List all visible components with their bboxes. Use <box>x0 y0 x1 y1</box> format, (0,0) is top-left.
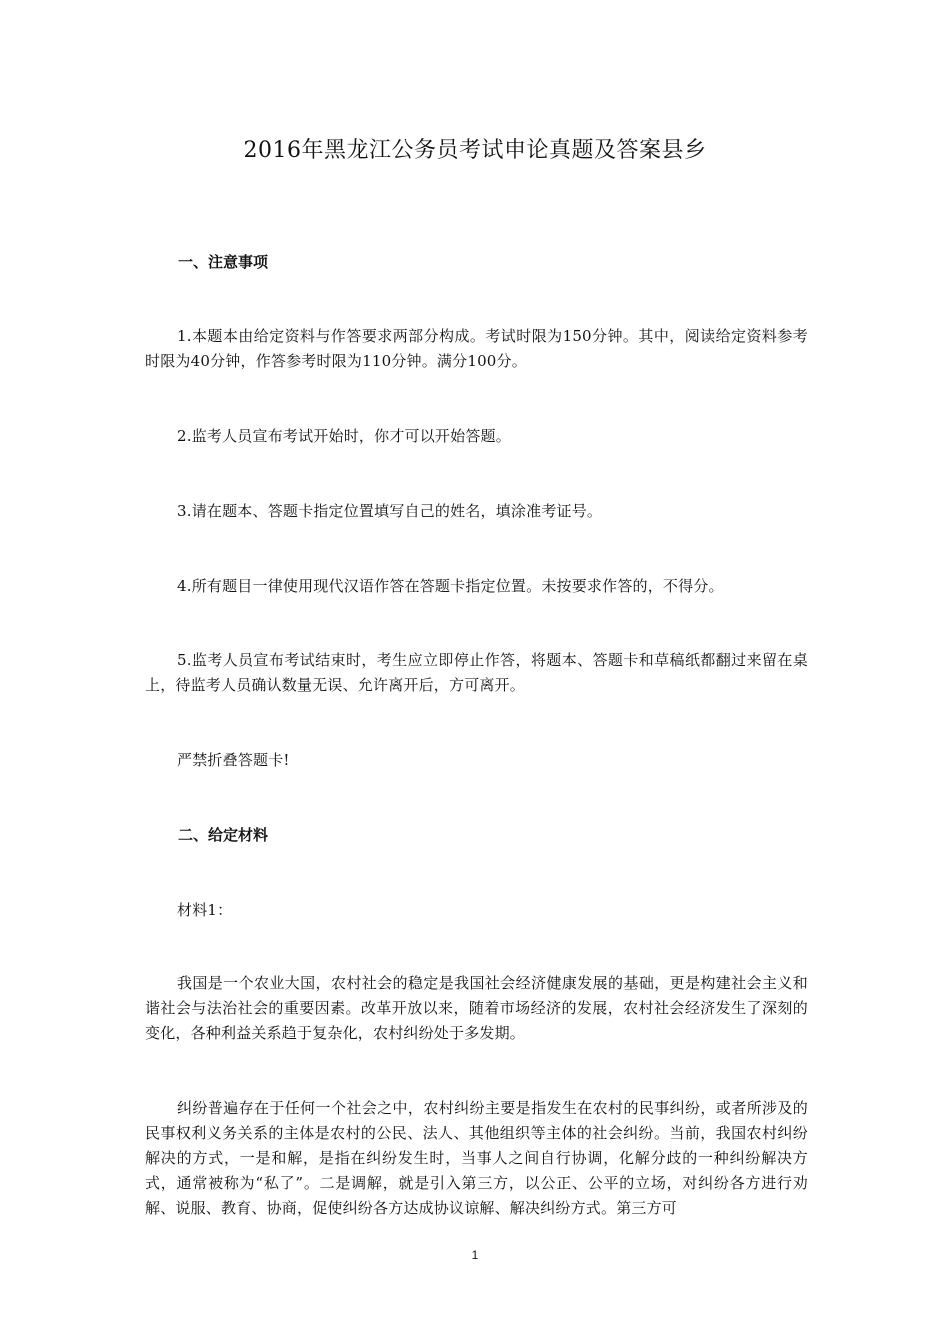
document-title: 2016年黑龙江公务员考试申论真题及答案县乡 <box>243 138 707 163</box>
note-item-5: 5.监考人员宣布考试结束时，考生应立即停止作答，将题本、答题卡和草稿纸都翻过来留在桌上，待监考人员确认数量无误、允许离开后，方可离开。 <box>145 651 808 694</box>
section-heading-materials: 二、给定材料 <box>178 826 269 844</box>
material-label: 材料1： <box>177 901 233 919</box>
material-paragraph-2: 纠纷普遍存在于任何一个社会之中，农村纠纷主要是指发生在农村的民事纠纷，或者所涉及的民事权利义务关系的主体是农村的公民、法人、其他组织等主体的社会纠纷。当前，我国农村纠纷解决的方式，一是和解，是指在纠纷发生时，当事人之间自行协调，化解分歧的一种纠纷解决方式，通常被称为“私了”。二是调解，就是引入第三方，以公正、公平的立场，对纠纷各方进行劝解、说服、教育、协商，促使纠纷各方达成协议谅解、解决纠纷方式。第三方可 <box>145 1099 808 1217</box>
note-item-3: 3.请在题本、答题卡指定位置填写自己的姓名，填涂准考证号。 <box>177 502 603 520</box>
page-number: 1 <box>471 1248 479 1262</box>
note-item-2: 2.监考人员宣布考试开始时，你才可以开始答题。 <box>177 427 511 445</box>
note-item-1: 1.本题本由给定资料与作答要求两部分构成。考试时限为150分钟。其中，阅读给定资料参考时限为40分钟，作答参考时限为110分钟。满分100分。 <box>145 327 808 370</box>
warning-text: 严禁折叠答题卡! <box>177 751 290 769</box>
note-item-4: 4.所有题目一律使用现代汉语作答在答题卡指定位置。未按要求作答的，不得分。 <box>177 577 724 595</box>
section-heading-notes: 一、注意事项 <box>178 253 269 271</box>
material-paragraph-1: 我国是一个农业大国，农村社会的稳定是我国社会经济健康发展的基础，更是构建社会主义和谐社会与法治社会的重要因素。改革开放以来，随着市场经济的发展，农村社会经济发生了深刻的变化，各种利益关系趋于复杂化，农村纠纷处于多发期。 <box>145 974 808 1042</box>
